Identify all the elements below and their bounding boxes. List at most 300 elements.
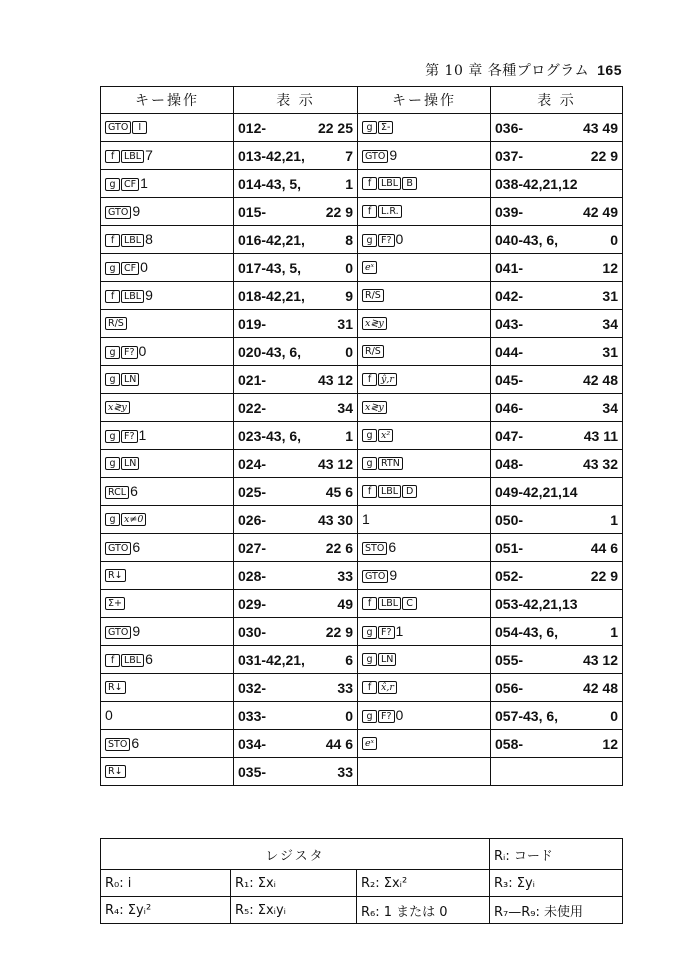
- step-code: 014-43, 5,: [238, 175, 302, 192]
- key-digit: 9: [145, 287, 153, 303]
- step-code: 055-: [495, 651, 524, 668]
- step-value: 12: [602, 735, 618, 752]
- calculator-key: x≷y: [362, 401, 387, 414]
- calculator-key: GTO: [105, 121, 131, 134]
- table-row: [101, 282, 623, 310]
- key-sequence: [101, 422, 234, 450]
- register-row: [101, 897, 623, 924]
- calculator-key: f: [105, 150, 120, 163]
- key-sequence: [358, 226, 491, 254]
- register-r7-r9: R₇—R₉: 未使用: [490, 897, 623, 924]
- step-value: 22 25: [317, 119, 353, 136]
- calculator-key: f: [362, 597, 377, 610]
- table-row: [101, 478, 623, 506]
- key-sequence: [101, 198, 234, 226]
- display-code: [491, 674, 623, 702]
- display-code: [491, 366, 623, 394]
- header-keys-left: キー操作: [101, 87, 234, 114]
- calculator-key: x≷y: [105, 401, 130, 414]
- key-sequence: [101, 450, 234, 478]
- key-sequence: [358, 422, 491, 450]
- program-table-header: [101, 87, 623, 114]
- step-value: 22 9: [325, 623, 353, 640]
- display-code: [491, 198, 623, 226]
- step-code: 022-: [238, 399, 267, 416]
- step-value: 43 12: [317, 455, 353, 472]
- header-display-right: 表 示: [491, 87, 623, 114]
- calculator-key: Σ+: [105, 597, 125, 610]
- calculator-key: g: [105, 513, 120, 526]
- key-digit: 9: [389, 147, 398, 163]
- calculator-key: LN: [378, 653, 396, 666]
- calculator-key: R↓: [105, 765, 126, 778]
- table-row: [101, 702, 623, 730]
- calculator-key: eˣ: [362, 261, 377, 274]
- display-code: [234, 646, 358, 674]
- step-code: 056-: [495, 679, 524, 696]
- key-digit: 0: [140, 259, 148, 275]
- step-code: 057-43, 6,: [495, 707, 559, 724]
- register-r2: R₂: Σxᵢ²: [357, 870, 490, 897]
- display-code: [491, 226, 623, 254]
- calculator-key: x̂,r: [378, 681, 397, 694]
- display-code: [234, 366, 358, 394]
- key-digit: 9: [132, 203, 141, 219]
- table-row: [101, 590, 623, 618]
- step-code: 017-43, 5,: [238, 259, 302, 276]
- display-code: [234, 590, 358, 618]
- key-sequence: [358, 562, 491, 590]
- register-r5: R₅: Σxᵢyᵢ: [231, 897, 357, 924]
- display-code: [234, 506, 358, 534]
- calculator-key: F?: [121, 430, 138, 443]
- key-sequence: [101, 142, 234, 170]
- step-value: 31: [602, 343, 618, 360]
- step-code: 038-42,21,12: [495, 175, 578, 192]
- key-digit: 7: [145, 147, 153, 163]
- calculator-key: GTO: [105, 542, 131, 555]
- key-sequence: [101, 562, 234, 590]
- calculator-key: RTN: [378, 457, 403, 470]
- step-value: 1: [345, 175, 353, 192]
- step-value: 34: [337, 399, 353, 416]
- calculator-key: g: [105, 262, 120, 275]
- step-code: 049-42,21,14: [495, 483, 578, 500]
- step-code: 053-42,21,13: [495, 595, 578, 612]
- key-digit: 1: [138, 427, 147, 443]
- step-code: 037-: [495, 147, 524, 164]
- calculator-key: g: [362, 121, 377, 134]
- key-digit: 6: [131, 735, 140, 751]
- calculator-key: LBL: [121, 290, 144, 303]
- step-value: 1: [345, 427, 353, 444]
- calculator-key: GTO: [105, 626, 131, 639]
- page-header: [390, 60, 622, 80]
- step-code: 034-: [238, 735, 267, 752]
- key-sequence: [101, 114, 234, 142]
- register-ri: Rᵢ: コード: [490, 839, 623, 870]
- table-row: [101, 338, 623, 366]
- step-value: 49: [337, 595, 353, 612]
- calculator-key: STO: [105, 738, 130, 751]
- display-code: [234, 534, 358, 562]
- step-value: 0: [345, 343, 353, 360]
- key-sequence: [358, 534, 491, 562]
- calculator-key: D: [402, 485, 417, 498]
- calculator-key: STO: [362, 542, 387, 555]
- step-value: 1: [610, 511, 618, 528]
- key-sequence: [358, 702, 491, 730]
- display-code: [234, 170, 358, 198]
- step-value: 33: [337, 567, 353, 584]
- key-sequence: [101, 170, 234, 198]
- table-row: [101, 422, 623, 450]
- step-value: 34: [602, 315, 618, 332]
- key-sequence: [358, 506, 491, 534]
- key-sequence: [358, 618, 491, 646]
- step-value: 43 11: [583, 427, 618, 444]
- key-digit: 1: [362, 511, 370, 527]
- key-sequence: [101, 646, 234, 674]
- key-sequence: [358, 170, 491, 198]
- table-row: [101, 198, 623, 226]
- display-code: [234, 730, 358, 758]
- display-code: [234, 226, 358, 254]
- table-row: [101, 170, 623, 198]
- calculator-key: g: [105, 373, 120, 386]
- step-value: 43 32: [582, 455, 618, 472]
- page-number: 165: [597, 62, 622, 78]
- step-code: 013-42,21,: [238, 147, 305, 164]
- display-code: [234, 478, 358, 506]
- display-code: [491, 758, 623, 786]
- display-code: [234, 142, 358, 170]
- register-r1: R₁: Σxᵢ: [231, 870, 357, 897]
- table-row: [101, 254, 623, 282]
- table-row: [101, 450, 623, 478]
- calculator-key: LBL: [378, 177, 401, 190]
- calculator-key: F?: [121, 346, 138, 359]
- step-code: 023-43, 6,: [238, 427, 302, 444]
- key-sequence: [101, 590, 234, 618]
- step-value: 43 30: [317, 511, 353, 528]
- display-code: [491, 618, 623, 646]
- key-sequence: [358, 478, 491, 506]
- step-code: 020-43, 6,: [238, 343, 302, 360]
- key-sequence: [101, 702, 234, 730]
- step-value: 22 9: [590, 147, 618, 164]
- key-digit: 8: [145, 231, 153, 247]
- step-code: 012-: [238, 119, 267, 136]
- calculator-key: g: [105, 430, 120, 443]
- step-value: 22 9: [590, 567, 618, 584]
- calculator-key: B: [402, 177, 417, 190]
- key-sequence: [101, 226, 234, 254]
- step-value: 31: [602, 287, 618, 304]
- key-sequence: [101, 394, 234, 422]
- key-digit: 1: [140, 175, 148, 191]
- display-code: [491, 646, 623, 674]
- calculator-key: R/S: [362, 289, 384, 302]
- key-digit: 0: [395, 231, 404, 247]
- key-digit: 9: [389, 567, 398, 583]
- calculator-key: x²: [378, 429, 393, 442]
- step-value: 22 6: [325, 539, 353, 556]
- calculator-key: LBL: [378, 597, 401, 610]
- key-sequence: [101, 758, 234, 786]
- step-code: 021-: [238, 371, 267, 388]
- register-r4: R₄: Σyᵢ²: [101, 897, 231, 924]
- calculator-key: ŷ,r: [378, 373, 397, 386]
- calculator-key: g: [105, 178, 120, 191]
- key-sequence: [358, 282, 491, 310]
- calculator-key: Σ-: [378, 121, 393, 134]
- key-sequence: [101, 478, 234, 506]
- calculator-key: LN: [121, 373, 139, 386]
- calculator-key: CF: [121, 178, 139, 191]
- display-code: [491, 478, 623, 506]
- display-code: [491, 142, 623, 170]
- calculator-key: F?: [378, 710, 395, 723]
- display-code: [234, 562, 358, 590]
- step-value: 43 12: [582, 651, 618, 668]
- step-code: 043-: [495, 315, 524, 332]
- display-code: [491, 506, 623, 534]
- calculator-key: f: [105, 654, 120, 667]
- register-table: [100, 838, 623, 924]
- step-value: 0: [610, 231, 618, 248]
- display-code: [234, 618, 358, 646]
- key-sequence: [101, 338, 234, 366]
- display-code: [234, 282, 358, 310]
- table-row: [101, 618, 623, 646]
- register-r0: R₀: i: [101, 870, 231, 897]
- step-code: 041-: [495, 259, 524, 276]
- key-sequence: [358, 142, 491, 170]
- step-code: 045-: [495, 371, 524, 388]
- calculator-key: g: [362, 429, 377, 442]
- key-sequence: [101, 618, 234, 646]
- key-sequence: [358, 114, 491, 142]
- display-code: [234, 702, 358, 730]
- header-keys-right: キー操作: [358, 87, 491, 114]
- step-code: 048-: [495, 455, 524, 472]
- step-value: 33: [337, 679, 353, 696]
- step-value: 34: [602, 399, 618, 416]
- table-row: [101, 730, 623, 758]
- key-digit: 6: [130, 483, 138, 499]
- key-sequence: [101, 506, 234, 534]
- calculator-key: LN: [121, 457, 139, 470]
- step-code: 047-: [495, 427, 524, 444]
- key-digit: 0: [138, 343, 147, 359]
- step-code: 025-: [238, 483, 267, 500]
- key-sequence: [358, 758, 491, 786]
- display-code: [234, 114, 358, 142]
- calculator-key: f: [105, 290, 120, 303]
- step-code: 051-: [495, 539, 524, 556]
- display-code: [491, 562, 623, 590]
- step-code: 030-: [238, 623, 267, 640]
- step-code: 040-43, 6,: [495, 231, 559, 248]
- key-sequence: [101, 310, 234, 338]
- key-sequence: [101, 674, 234, 702]
- key-sequence: [358, 254, 491, 282]
- calculator-key: R/S: [362, 345, 384, 358]
- table-row: [101, 226, 623, 254]
- key-sequence: [358, 366, 491, 394]
- step-code: 039-: [495, 203, 524, 220]
- display-code: [491, 338, 623, 366]
- key-digit: 0: [105, 707, 113, 723]
- key-sequence: [358, 198, 491, 226]
- step-code: 024-: [238, 455, 267, 472]
- calculator-key: g: [362, 234, 377, 247]
- step-value: 8: [345, 231, 353, 248]
- display-code: [234, 198, 358, 226]
- key-digit: 6: [132, 539, 141, 555]
- key-sequence: [101, 254, 234, 282]
- calculator-key: L.R.: [378, 205, 402, 218]
- display-code: [491, 254, 623, 282]
- table-row: [101, 114, 623, 142]
- calculator-key: g: [362, 626, 377, 639]
- calculator-key: g: [362, 457, 377, 470]
- key-digit: 6: [388, 539, 397, 555]
- register-title: レジスタ: [101, 839, 490, 870]
- calculator-key: g: [105, 346, 120, 359]
- display-code: [234, 674, 358, 702]
- header-display-left: 表 示: [234, 87, 358, 114]
- calculator-key: CF: [121, 262, 139, 275]
- register-r6: R₆: 1 または 0: [357, 897, 490, 924]
- calculator-key: R↓: [105, 681, 126, 694]
- calculator-key: C: [402, 597, 417, 610]
- table-row: [101, 562, 623, 590]
- calculator-key: g: [105, 457, 120, 470]
- calculator-key: GTO: [362, 150, 388, 163]
- key-sequence: [101, 730, 234, 758]
- step-code: 033-: [238, 707, 267, 724]
- display-code: [491, 450, 623, 478]
- calculator-key: I: [132, 121, 147, 134]
- calculator-key: LBL: [121, 654, 144, 667]
- key-digit: 9: [132, 623, 141, 639]
- step-value: 0: [345, 707, 353, 724]
- calculator-key: eˣ: [362, 737, 377, 750]
- calculator-key: F?: [378, 234, 395, 247]
- step-code: 031-42,21,: [238, 651, 305, 668]
- step-value: 22 9: [325, 203, 353, 220]
- key-sequence: [358, 394, 491, 422]
- table-row: [101, 646, 623, 674]
- calculator-key: x≠0: [121, 513, 146, 526]
- key-sequence: [358, 590, 491, 618]
- table-row: [101, 142, 623, 170]
- display-code: [491, 422, 623, 450]
- calculator-key: f: [362, 681, 377, 694]
- table-row: [101, 506, 623, 534]
- calculator-key: LBL: [378, 485, 401, 498]
- step-code: 019-: [238, 315, 267, 332]
- step-value: 1: [610, 623, 618, 640]
- key-digit: 6: [145, 651, 153, 667]
- step-value: 42 48: [582, 371, 618, 388]
- calculator-key: GTO: [362, 570, 388, 583]
- step-code: 032-: [238, 679, 267, 696]
- calculator-key: F?: [378, 626, 395, 639]
- display-code: [234, 422, 358, 450]
- calculator-key: f: [105, 234, 120, 247]
- step-value: 45 6: [325, 483, 353, 500]
- table-row: [101, 310, 623, 338]
- step-value: 9: [345, 287, 353, 304]
- calculator-key: R/S: [105, 317, 127, 330]
- key-sequence: [358, 338, 491, 366]
- step-code: 035-: [238, 763, 267, 780]
- table-row: [101, 674, 623, 702]
- step-value: 0: [610, 707, 618, 724]
- key-sequence: [358, 310, 491, 338]
- display-code: [491, 282, 623, 310]
- calculator-key: f: [362, 205, 377, 218]
- step-code: 050-: [495, 511, 524, 528]
- display-code: [234, 394, 358, 422]
- step-code: 016-42,21,: [238, 231, 305, 248]
- display-code: [491, 170, 623, 198]
- program-table: [100, 86, 623, 786]
- display-code: [234, 310, 358, 338]
- step-value: 6: [345, 651, 353, 668]
- display-code: [491, 310, 623, 338]
- step-code: 036-: [495, 119, 524, 136]
- step-value: 12: [602, 259, 618, 276]
- step-value: 44 6: [590, 539, 618, 556]
- step-code: 042-: [495, 287, 524, 304]
- key-sequence: [358, 674, 491, 702]
- display-code: [491, 114, 623, 142]
- display-code: [491, 534, 623, 562]
- step-value: 0: [345, 259, 353, 276]
- key-sequence: [358, 450, 491, 478]
- step-value: 43 49: [582, 119, 618, 136]
- display-code: [491, 590, 623, 618]
- calculator-key: RCL: [105, 486, 129, 499]
- step-value: 7: [345, 147, 353, 164]
- step-code: 052-: [495, 567, 524, 584]
- display-code: [491, 394, 623, 422]
- step-value: 43 12: [317, 371, 353, 388]
- key-digit: 1: [395, 623, 404, 639]
- calculator-key: f: [362, 485, 377, 498]
- step-code: 015-: [238, 203, 267, 220]
- calculator-key: f: [362, 373, 377, 386]
- chapter-title: 第 10 章 各種プログラム: [425, 63, 590, 79]
- step-code: 029-: [238, 595, 267, 612]
- step-code: 046-: [495, 399, 524, 416]
- key-sequence: [358, 730, 491, 758]
- key-digit: 0: [395, 707, 404, 723]
- step-code: 027-: [238, 539, 267, 556]
- calculator-key: f: [362, 177, 377, 190]
- calculator-key: x≷y: [362, 317, 387, 330]
- key-sequence: [358, 646, 491, 674]
- display-code: [234, 254, 358, 282]
- table-row: [101, 366, 623, 394]
- key-sequence: [101, 366, 234, 394]
- table-row: [101, 534, 623, 562]
- step-code: 054-43, 6,: [495, 623, 559, 640]
